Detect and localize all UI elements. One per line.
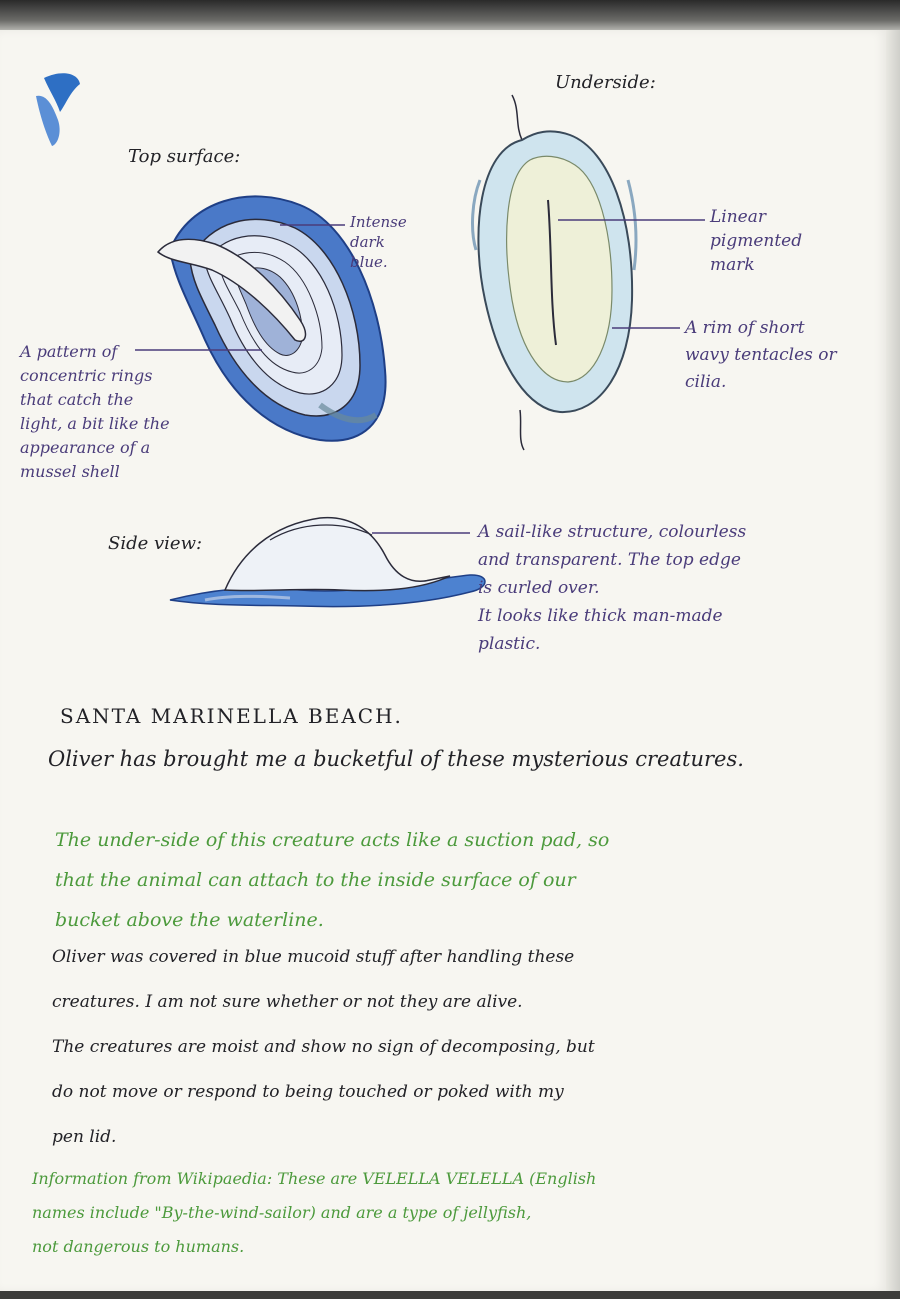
- label-top-surface: Top surface:: [128, 146, 241, 167]
- annotation-intense-blue: Intense dark blue.: [350, 213, 407, 271]
- journal-line-1: Oliver has brought me a bucketful of these mysterious creatures.: [48, 747, 744, 771]
- label-underside: Underside:: [555, 72, 656, 93]
- paint-swatch: [36, 73, 80, 146]
- journal-green-note: The under-side of this creature acts like a suction pad, so that the animal can attach to the inside surface of our bucket above the waterline.: [55, 829, 610, 931]
- journal-paragraph: Oliver was covered in blue mucoid stuff after handling these creatures. I am not sure whether or not they are alive. The creatures are moist and show no sign of decomposing, but do not move or respond to being touched or poked with my pen lid.: [52, 947, 595, 1147]
- journal-heading: SANTA MARINELLA BEACH.: [60, 704, 403, 728]
- scan-bottom-edge: [0, 1291, 900, 1299]
- annotation-rim: A rim of short wavy tentacles or cilia.: [685, 318, 837, 392]
- label-side-view: Side view:: [108, 533, 203, 554]
- side-view-drawing: [170, 518, 485, 607]
- annotation-sail: A sail-like structure, colourless and transparent. The top edge is curled over. It looks like thick man-made plastic.: [478, 522, 747, 654]
- annotation-linear-mark: Linear pigmented mark: [710, 207, 803, 275]
- underside-drawing: [473, 95, 636, 450]
- annotation-concentric-rings: A pattern of concentric rings that catch the light, a bit like the appearance of a mussel shell: [20, 342, 170, 481]
- journal-wiki-note: Information from Wikipaedia: These are VELELLA VELELLA (English names include "By-the-wind-sailor) and are a type of jellyfish, not dangerous to humans.: [32, 1169, 597, 1256]
